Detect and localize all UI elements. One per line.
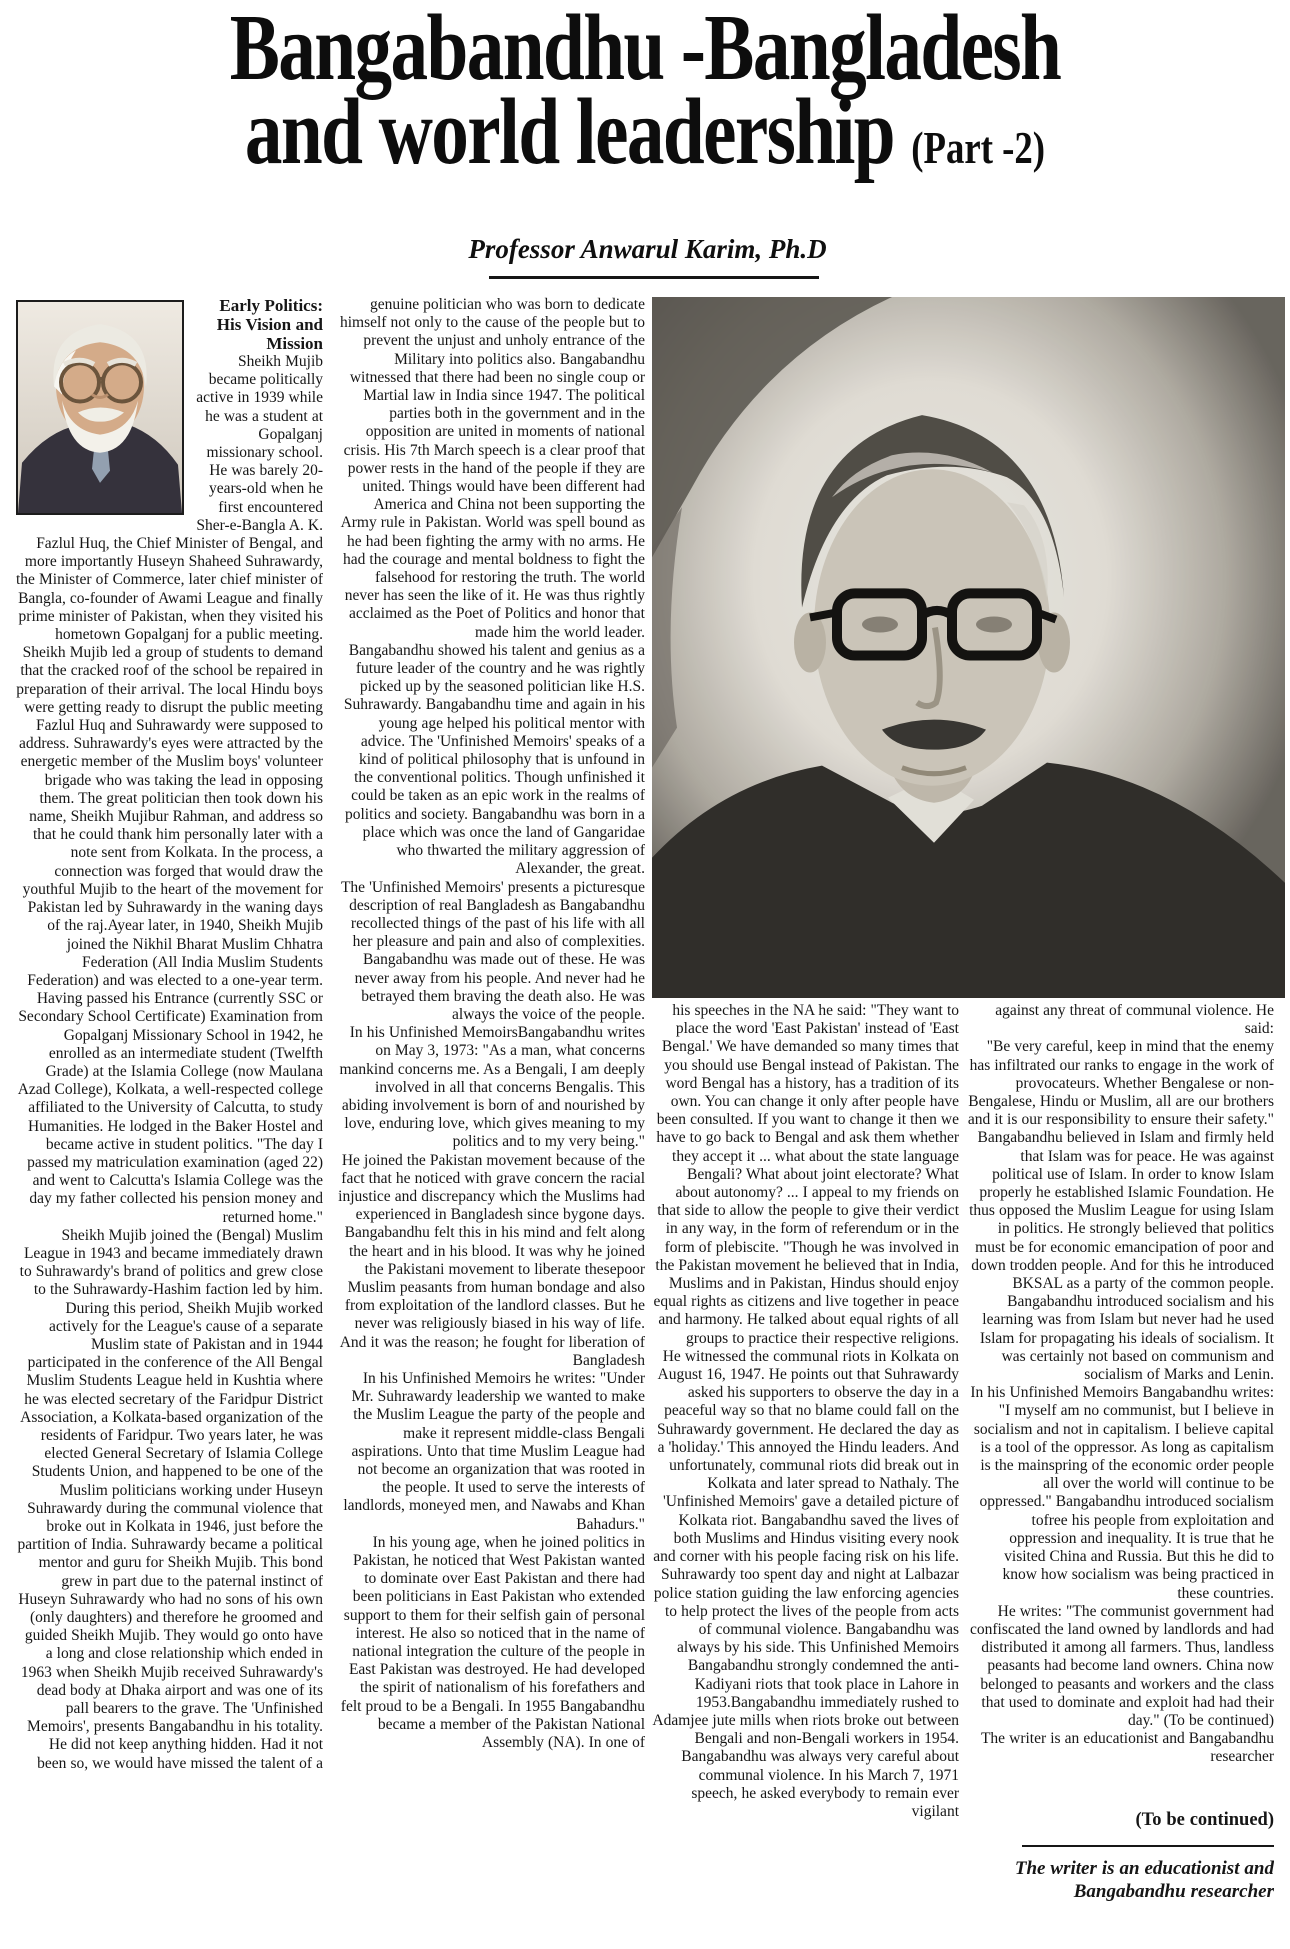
article-column-4	[967, 1002, 1274, 1949]
article-headline	[0, 0, 1290, 190]
body-paragraph: Bangabandhu showed his talent and genius as a future leader of the country and he was rightly picked up by the seasoned politician like H.S. Suhrawardy. Bangabandhu time and again in his young age helped his political mentor with advice. The 'Unfinished Memoirs' speaks of a kind of political philosophy that is unfound in the conventional politics. Though unfinished it could be taken as an epic work in the realms of politics and society. Bangabandhu was born in a place which was once the land of Gangaridae who thwarted the military aggression of Alexander, the great.	[343, 641, 645, 878]
author-photo	[16, 300, 184, 515]
body-paragraph: genuine politician who was born to dedicate himself not only to the cause of the people but to prevent the unjust and unholy entrance of the Military into politics also. Bangabandhu witnessed that there had been no single coup or Martial law in India since 1947. The political parties both in the government and in the opposition are united in moments of national crisis. His 7th March speech is a clear proof that power rests in the hand of the people if they are united. Things would have been different had America and China not been supporting the Army rule in Pakistan. World was spell bound as he had been fighting the army with no arms. He had the courage and mental boldness to fight the falsehood for restoring the truth. The world never has seen the like of it. He was thus rightly acclaimed as the Poet of Politics and honor that made him the world leader.	[339, 296, 645, 641]
to-be-continued-label: (To be continued)	[1135, 1809, 1274, 1830]
body-paragraph: against any threat of communal violence. He said:	[995, 1002, 1274, 1038]
footer-gap	[967, 1767, 1274, 1809]
headline-line-2: and world leadership (Part -2)	[244, 80, 1046, 184]
body-paragraph: The 'Unfinished Memoirs' presents a picturesque description of real Bangladesh as Bangabandhu recollected things of the past of his life with all her pleasure and pain and also of complexities. Bangabandhu was made out of these. He was never away from his people. And never had he betrayed them braving the death also. He was always the voice of the people.	[340, 878, 645, 1023]
section-heading: Early Politics: His Vision and Mission	[216, 296, 323, 353]
credit-divider-rule	[1022, 1845, 1274, 1847]
body-paragraph: Sheikh Mujib became politically active in 1939 while he was a student at Gopalganj missionary school. He was barely 20-years-old when he first encountered Sher-e-Bangla A. K. Fazlul Huq, the Chief Minister of Bengal, and more importantly Huseyn Shaheed Suhrawardy, the Minister of Commerce, later chief minister of Bangla, co-founder of Awami League and finally prime minister of Pakistan, when they visited his hometown Gopalganj for a public meeting. Sheikh Mujib led a group of students to demand that the cracked roof of the school be repaired in preparation of their arrival. The local Hindu boys were getting ready to disrupt the public meeting Fazlul Huq and Suhrawardy were supposed to address. Suhrawardy's eyes were attracted by the energetic member of the Muslim boys' volunteer brigade who was taking the lead in opposing them. The great politician then took down his name, Sheikh Mujibur Rahman, and address so that he could thank him personally later with a note sent from Kolkata. In the process, a connection was forged that would draw the youthful Mujib to the heart of the movement for Pakistan led by Suhrawardy in the waning days of the raj.Ayear later, in 1940, Sheikh Mujib joined the Nikhil Bharat Muslim Chhatra Federation (All India Muslim Students Federation) and was elected to a one-year term. Having passed his Entrance (currently SSC or Secondary School Certificate) Examination from Gopalganj Missionary School in 1942, he enrolled as an intermediate student (Twelfth Grade) at the Islamia College (now Maulana Azad College), Kolkata, a well-respected college affiliated to the University of Calcutta, to study Humanities. He lodged in the Baker Hostel and became active in student politics. "The day I passed my matriculation examination (aged 22) and went to Calcutta's Islamia College was the day my father collected his pension money and returned home."	[16, 353, 323, 1226]
body-paragraph: Sheikh Mujib joined the (Bengal) Muslim League in 1943 and became immediately drawn to Suhrawardy's brand of politics and grew close to the Suhrawardy-Hashim faction led by him. During this period, Sheikh Mujib worked actively for the League's cause of a separate Muslim state of Pakistan and in 1944 participated in the conference of the All Bengal Muslim Students League held in Kushtia where he was elected secretary of the Faridpur District Association, a Kolkata-based organization of the residents of Faridpur. Two years later, he was elected General Secretary of Islamia College Students Union, and happened to be one of the Muslim politicians working under Huseyn Suhrawardy during the communal violence that broke out in Kolkata in 1946, just before the partition of India. Suhrawardy became a political mentor and guru for Sheikh Mujib. This bond grew in part due to the paternal instinct of Huseyn Suhrawardy who had no sons of his own (only daughters) and therefore he groomed and guided Sheikh Mujib. They would go onto have a long and close relationship which ended in 1963 when Sheikh Mujib received Suhrawardy's dead body at Dhaka airport and was one of its pall bearers to the grave. The 'Unfinished Memoirs', presents Bangabandhu in his totality. He did not keep anything hidden. Had it not been so, we would have missed the talent of a	[17, 1226, 323, 1772]
author-byline: Professor Anwarul Karim, Ph.D	[468, 234, 827, 264]
body-paragraph: The writer is an educationist and Bangabandhu researcher	[980, 1730, 1274, 1766]
body-paragraph: "Be very careful, keep in mind that the enemy has infiltrated our ranks to engage in the work of provocateurs. Whether Bengalese or non-Bengalese, Hindu or Muslim, all are our brothers and it is our responsibility to ensure their safety." Bangabandhu believed in Islam and firmly held that Islam was for peace. He was against political use of Islam. In order to know Islam properly he established Islamic Foundation. He thus opposed the Muslim League for using Islam in politics. He strongly believed that politics must be for economic emancipation of poor and down trodden people. And for this he introduced BKSAL as a party of the common people. Bangabandhu introduced socialism and his learning was from Islam but never had he used Islam for propagating his ideals of socialism. It was certainly not based on communism and socialism of Marks and Lenin.	[967, 1038, 1274, 1384]
headline-line-1: Bangabandhu -Bangladesh	[229, 0, 1061, 100]
body-paragraph: He witnessed the communal riots in Kolkata on August 16, 1947. He points out that Suhrawardy asked his supporters to observe the day in a peaceful way so that no blame could fall on the Suhrawardy government. He declared the day as a 'holiday.' This annoyed the Hindu leaders. And unfortunately, communal riots did break out in Kolkata and later spread to Nathaly. The 'Unfinished Memoirs' gave a detailed picture of Kolkata riot. Bangabandhu saved the lives of both Muslims and Hindus visiting every nook and corner with his people facing risk on his life. Suhrawardy too spent day and night at Lalbazar police station guiding the law enforcing agencies to help protect the lives of the people from acts of communal violence. Bangabandhu was always by his side. This Unfinished Memoirs Bangabandhu strongly condemned the anti-Kadiyani riots that took place in Lahore in 1953.Bangabandhu immediately rushed to Adamjee jute mills when riots broke out between Bengali and non-Bengali workers in 1954. Bangabandhu was always very careful about communal violence. In his March 7, 1971 speech, he asked everybody to remain ever vigilant	[652, 1347, 959, 1820]
bangabandhu-portrait-illustration	[652, 297, 1285, 998]
article-column-1	[16, 296, 323, 1949]
byline-rule	[489, 276, 819, 279]
article-column-3	[652, 1002, 959, 1949]
body-paragraph: He writes: "The communist government had confiscated the land owned by landlords and had distributed it among all farmers. Thus, landless peasants had become land owners. China now belonged to peasants and workers and the class that used to dominate and exploit had had their day." (To be continued)	[970, 1602, 1274, 1729]
article-column-2	[338, 296, 645, 1949]
body-paragraph: He joined the Pakistan movement because of the fact that he noticed with grave concern the racial injustice and discrepancy which the Muslims had experienced in Bangladesh since bygone days. Bangabandhu felt this in his mind and felt along the heart and in his blood. It was why he joined the Pakistani movement to liberate thesepoor Muslim peasants from human bondage and also from exploitation of the landlord classes. But he never was religiously biased in his way of life. And it was the reason; he fought for liberation of Bangladesh	[338, 1151, 645, 1369]
writer-credit: The writer is an educationist and Bangabandhu researcher	[1014, 1857, 1274, 1902]
body-paragraph: In his young age, when he joined politics in Pakistan, he noticed that West Pakistan wanted to dominate over East Pakistan and there had been politicians in East Pakistan who extended support to them for their selfish gain of personal interest. He also so noticed that in the name of national integration the culture of the people in East Pakistan was destroyed. He had developed the spirit of nationalism of his forefathers and felt proud to be a Bengali. In 1955 Bangabandhu became a member of the Pakistan National Assembly (NA). In one of	[340, 1533, 645, 1752]
body-paragraph: In his Unfinished Memoirs Bangabandhu writes: "I myself am no communist, but I believe in socialism and not in capitalism. I believe capital is a tool of the oppressor. As long as capitalism is the mainspring of the economic order people all over the world will continue to be oppressed." Bangabandhu introduced socialism tofree his people from exploitation and oppression and inequality. It is true that he visited China and Russia. But this he did to know how socialism was being practiced in these countries.	[970, 1384, 1274, 1602]
body-paragraph: In his Unfinished Memoirs he writes: "Under Mr. Suhrawardy leadership we wanted to make the Muslim League the party of the people and make it represent middle-class Bengali aspirations. Unto that time Muslim League had not become an organization that was rooted in the people. It used to serve the interests of landlords, moneyed men, and Nawabs and Khan Bahadurs."	[343, 1369, 645, 1533]
headline-part-label: (Part -2)	[911, 122, 1046, 173]
author-portrait-illustration	[18, 302, 182, 513]
body-paragraph: In his Unfinished MemoirsBangabandhu writes on May 3, 1973: "As a man, what concerns mankind concerns me. As a Bengali, I am deeply involved in all that concerns Bengalis. This abiding involvement is born of and nourished by love, enduring love, which gives meaning to my politics and to my very being."	[339, 1024, 645, 1151]
body-paragraph: his speeches in the NA he said: "They want to place the word 'East Pakistan' instead of 'East Bengal.' We have demanded so many times that you should use Bengal instead of Pakistan. The word Bengal has a history, has a tradition of its own. You can change it only after people have been consulted. If you want to change it then we have to go back to Bengal and ask them whether they accept it ... what about the state language Bengali? What about joint electorate? What about autonomy? ... I appeal to my friends on that side to allow the people to give their verdict in any way, in the form of referendum or in the form of plebiscite. "Though he was involved in the Pakistan movement he believed that in India, Muslims and in Pakistan, Hindus should enjoy equal rights as citizens and live together in peace and harmony. He talked about equal rights of all groups to practice their respective religions.	[653, 1002, 959, 1347]
bangabandhu-portrait-photo	[652, 297, 1285, 998]
